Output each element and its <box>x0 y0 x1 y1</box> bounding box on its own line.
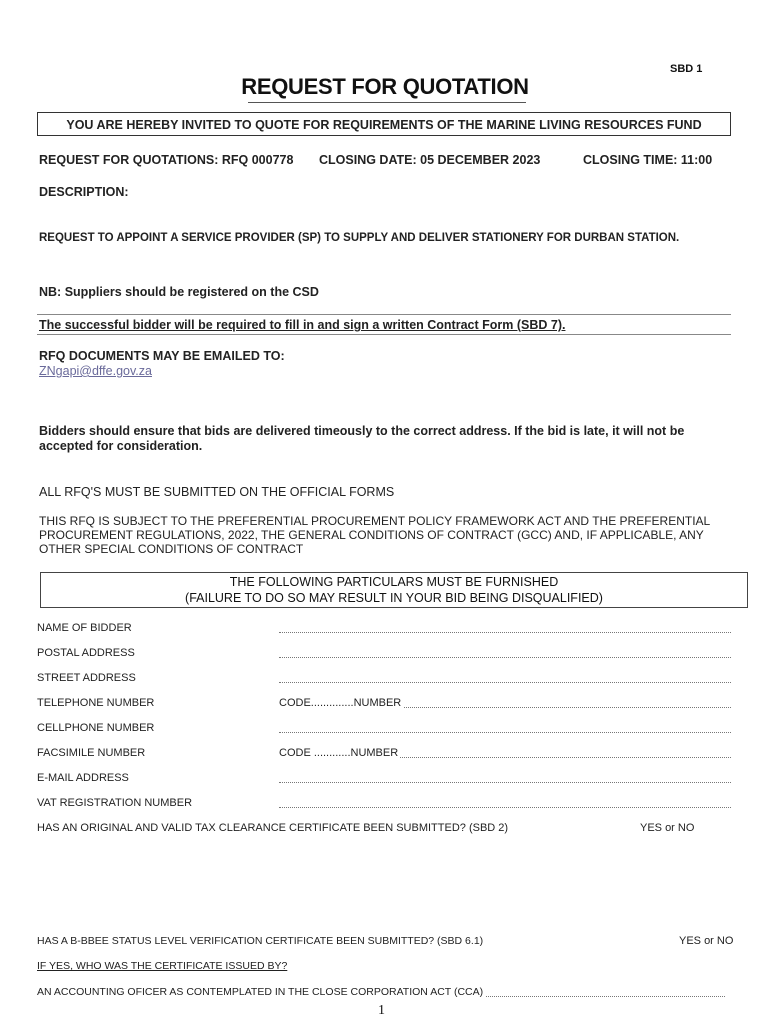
vat-number-input[interactable] <box>279 795 731 808</box>
accounting-officer-option: AN ACCOUNTING OFICER AS CONTEMPLATED IN THE CLOSE CORPORATION ACT (CCA) <box>37 986 484 998</box>
accounting-officer-input[interactable] <box>470 984 725 997</box>
email-label: RFQ DOCUMENTS MAY BE EMAILED TO: <box>39 349 285 363</box>
invitation-box: YOU ARE HEREBY INVITED TO QUOTE FOR REQUIREMENTS OF THE MARINE LIVING RESOURCES FUND <box>37 112 731 136</box>
rfq-number: REQUEST FOR QUOTATIONS: RFQ 000778 <box>39 153 294 167</box>
title-underline <box>248 102 526 103</box>
contract-note: The successful bidder will be required to fill in and sign a written Contract Form (SBD 7). <box>39 318 566 332</box>
description-text: REQUEST TO APPOINT A SERVICE PROVIDER (SP) TO SUPPLY AND DELIVER STATIONERY FOR DURBAN STATION. <box>39 232 680 244</box>
closing-date: CLOSING DATE: 05 DECEMBER 2023 <box>319 153 541 167</box>
form-code: SBD 1 <box>670 63 703 75</box>
email-link[interactable]: ZNgapi@dffe.gov.za <box>39 364 152 378</box>
bbbee-answer[interactable]: YES or NO <box>679 935 734 947</box>
late-bid-note: Bidders should ensure that bids are delivered timeously to the correct address. If the bid is late, it will not be accepted for consideration. <box>39 424 685 453</box>
field-label-bidder-name: NAME OF BIDDER <box>37 622 132 634</box>
particulars-warning: (FAILURE TO DO SO MAY RESULT IN YOUR BID BEING DISQUALIFIED) <box>185 591 603 605</box>
facsimile-code-prefix: CODE ............NUMBER <box>279 747 399 759</box>
field-label-postal-address: POSTAL ADDRESS <box>37 647 135 659</box>
field-label-cellphone: CELLPHONE NUMBER <box>37 722 155 734</box>
page-title: REQUEST FOR QUOTATION <box>241 74 529 99</box>
closing-time: CLOSING TIME: 11:00 <box>583 153 713 167</box>
csd-note: NB: Suppliers should be registered on the CSD <box>39 285 319 299</box>
tax-clearance-question: HAS AN ORIGINAL AND VALID TAX CLEARANCE CERTIFICATE BEEN SUBMITTED? (SBD 2) <box>37 822 509 834</box>
particulars-heading: THE FOLLOWING PARTICULARS MUST BE FURNISHED <box>229 575 559 589</box>
postal-address-input[interactable] <box>279 645 731 658</box>
field-label-facsimile: FACSIMILE NUMBER <box>37 747 146 759</box>
divider <box>37 334 731 335</box>
tax-clearance-answer[interactable]: YES or NO <box>640 822 695 834</box>
divider <box>37 314 731 315</box>
cellphone-input[interactable] <box>279 720 731 733</box>
official-forms-note: ALL RFQ'S MUST BE SUBMITTED ON THE OFFICIAL FORMS <box>39 485 395 499</box>
regulations-note: THIS RFQ IS SUBJECT TO THE PREFERENTIAL PROCUREMENT POLICY FRAMEWORK ACT AND THE PREFERENTIAL PROCUREMENT REGULATIONS, 2022, THE GENERAL CONDITIONS OF CONTRACT (GCC) AND, IF APPLICABLE, ANY OTHER SPECIAL CONDITIONS OF CONTRACT <box>39 514 710 556</box>
particulars-box <box>40 572 748 608</box>
bidder-name-input[interactable] <box>279 620 731 633</box>
issued-by-question: IF YES, WHO WAS THE CERTIFICATE ISSUED BY? <box>37 960 288 972</box>
street-address-input[interactable] <box>279 670 731 683</box>
field-label-vat: VAT REGISTRATION NUMBER <box>37 797 193 809</box>
field-label-email: E-MAIL ADDRESS <box>37 772 129 784</box>
description-label: DESCRIPTION: <box>39 185 129 199</box>
telephone-code-prefix: CODE..............NUMBER <box>279 697 402 709</box>
page-number: 1 <box>378 1003 385 1018</box>
field-label-street-address: STREET ADDRESS <box>37 672 136 684</box>
email-address-input[interactable] <box>279 770 731 783</box>
field-label-telephone: TELEPHONE NUMBER <box>37 697 155 709</box>
bbbee-question: HAS A B-BBEE STATUS LEVEL VERIFICATION CERTIFICATE BEEN SUBMITTED? (SBD 6.1) <box>37 935 484 947</box>
